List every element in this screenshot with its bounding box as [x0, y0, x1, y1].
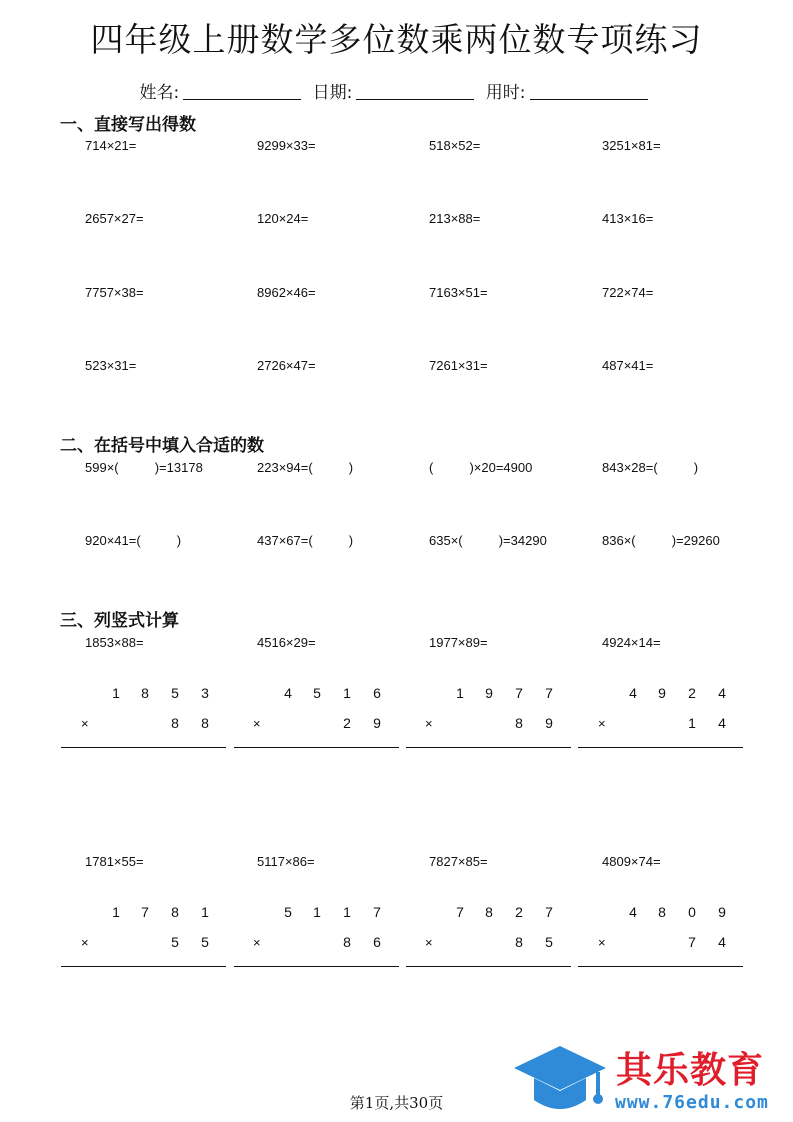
multiplier-digit: 9: [373, 715, 381, 731]
answer-line: [234, 966, 399, 967]
multiplicand-digit: 5: [284, 904, 292, 920]
name-blank[interactable]: [183, 83, 301, 100]
fill-blank-problem: 223×94=( ): [257, 460, 354, 475]
section-heading-3: 三、列竖式计算: [60, 611, 179, 631]
multiplier-digit: 5: [545, 934, 553, 950]
multiplicand-digit: 1: [343, 685, 351, 701]
problem: 9299×33=: [257, 138, 316, 153]
problem: 7261×31=: [429, 358, 488, 373]
times-sign: ×: [425, 716, 433, 731]
multiplicand-digit: 6: [373, 685, 381, 701]
answer-line: [406, 747, 571, 748]
multiplier-digit: 2: [343, 715, 351, 731]
multiplicand-digit: 5: [171, 685, 179, 701]
times-sign: ×: [81, 935, 89, 950]
graduation-cap-icon: [512, 1040, 616, 1116]
fill-blank-problem: 599×( )=13178: [85, 460, 203, 475]
problem: 722×74=: [602, 285, 654, 300]
answer-line: [61, 747, 226, 748]
name-label: 姓名:: [139, 83, 180, 103]
times-sign: ×: [425, 935, 433, 950]
multiplier-digit: 6: [373, 934, 381, 950]
multiplicand-digit: 7: [545, 685, 553, 701]
times-sign: ×: [253, 935, 261, 950]
vertical-problem-expression: 1977×89=: [429, 635, 488, 650]
problem: 714×21=: [85, 138, 137, 153]
problem: 2657×27=: [85, 211, 144, 226]
multiplicand-digit: 1: [112, 685, 120, 701]
multiplicand-digit: 2: [688, 685, 696, 701]
multiplier-digit: 7: [688, 934, 696, 950]
fill-blank-problem: 920×41=( ): [85, 533, 182, 548]
multiplicand-digit: 7: [456, 904, 464, 920]
fill-blank-problem: ( )×20=4900: [429, 460, 533, 475]
multiplicand-digit: 1: [112, 904, 120, 920]
times-sign: ×: [598, 935, 606, 950]
fill-blank-problem: 437×67=( ): [257, 533, 354, 548]
multiplicand-digit: 7: [545, 904, 553, 920]
multiplicand-digit: 8: [141, 685, 149, 701]
multiplicand-digit: 8: [485, 904, 493, 920]
times-sign: ×: [598, 716, 606, 731]
multiplicand-digit: 9: [485, 685, 493, 701]
fill-blank-problem: 843×28=( ): [602, 460, 699, 475]
time-blank[interactable]: [530, 83, 648, 100]
problem: 413×16=: [602, 211, 654, 226]
multiplier-digit: 9: [545, 715, 553, 731]
date-blank[interactable]: [356, 83, 474, 100]
answer-line: [234, 747, 399, 748]
multiplicand-digit: 9: [718, 904, 726, 920]
multiplier-digit: 8: [515, 715, 523, 731]
multiplier-digit: 4: [718, 934, 726, 950]
multiplicand-digit: 1: [456, 685, 464, 701]
date-label: 日期:: [312, 83, 353, 103]
multiplicand-digit: 7: [141, 904, 149, 920]
vertical-problem-expression: 7827×85=: [429, 854, 488, 869]
multiplier-digit: 5: [171, 934, 179, 950]
multiplier-digit: 5: [201, 934, 209, 950]
multiplicand-digit: 7: [373, 904, 381, 920]
multiplier-digit: 8: [515, 934, 523, 950]
multiplicand-digit: 0: [688, 904, 696, 920]
answer-line: [61, 966, 226, 967]
multiplicand-digit: 7: [515, 685, 523, 701]
vertical-problem-expression: 1853×88=: [85, 635, 144, 650]
section-heading-2: 二、在括号中填入合适的数: [60, 436, 264, 456]
problem: 7757×38=: [85, 285, 144, 300]
multiplicand-digit: 1: [313, 904, 321, 920]
answer-line: [578, 747, 743, 748]
problem: 213×88=: [429, 211, 481, 226]
multiplicand-digit: 4: [718, 685, 726, 701]
multiplier-digit: 8: [343, 934, 351, 950]
multiplicand-digit: 4: [284, 685, 292, 701]
logo: [512, 1040, 788, 1116]
fill-blank-problem: 635×( )=34290: [429, 533, 547, 548]
problem: 8962×46=: [257, 285, 316, 300]
multiplicand-digit: 4: [629, 904, 637, 920]
logo-url: www.76edu.com: [615, 1092, 769, 1113]
page-title: 四年级上册数学多位数乘两位数专项练习: [90, 20, 703, 59]
multiplier-digit: 1: [688, 715, 696, 731]
problem: 2726×47=: [257, 358, 316, 373]
page-footer: 第1页,共30页: [349, 1094, 444, 1112]
multiplicand-digit: 3: [201, 685, 209, 701]
problem: 3251×81=: [602, 138, 661, 153]
answer-line: [578, 966, 743, 967]
problem: 487×41=: [602, 358, 654, 373]
multiplicand-digit: 8: [171, 904, 179, 920]
vertical-problem-expression: 4924×14=: [602, 635, 661, 650]
logo-name: 其乐教育: [616, 1050, 765, 1091]
problem: 7163×51=: [429, 285, 488, 300]
vertical-problem-expression: 4809×74=: [602, 854, 661, 869]
fill-blank-problem: 836×( )=29260: [602, 533, 720, 548]
multiplicand-digit: 8: [658, 904, 666, 920]
multiplicand-digit: 1: [201, 904, 209, 920]
multiplier-digit: 8: [201, 715, 209, 731]
multiplicand-digit: 4: [629, 685, 637, 701]
multiplicand-digit: 1: [343, 904, 351, 920]
vertical-problem-expression: 5117×86=: [257, 854, 315, 869]
problem: 120×24=: [257, 211, 309, 226]
time-label: 用时:: [485, 83, 526, 103]
times-sign: ×: [81, 716, 89, 731]
problem: 518×52=: [429, 138, 481, 153]
section-heading-1: 一、直接写出得数: [60, 115, 196, 135]
problem: 523×31=: [85, 358, 137, 373]
multiplicand-digit: 5: [313, 685, 321, 701]
vertical-problem-expression: 1781×55=: [85, 854, 144, 869]
multiplier-digit: 4: [718, 715, 726, 731]
student-info-line: [0, 78, 793, 103]
multiplicand-digit: 2: [515, 904, 523, 920]
multiplicand-digit: 9: [658, 685, 666, 701]
answer-line: [406, 966, 571, 967]
vertical-problem-expression: 4516×29=: [257, 635, 316, 650]
times-sign: ×: [253, 716, 261, 731]
multiplier-digit: 8: [171, 715, 179, 731]
